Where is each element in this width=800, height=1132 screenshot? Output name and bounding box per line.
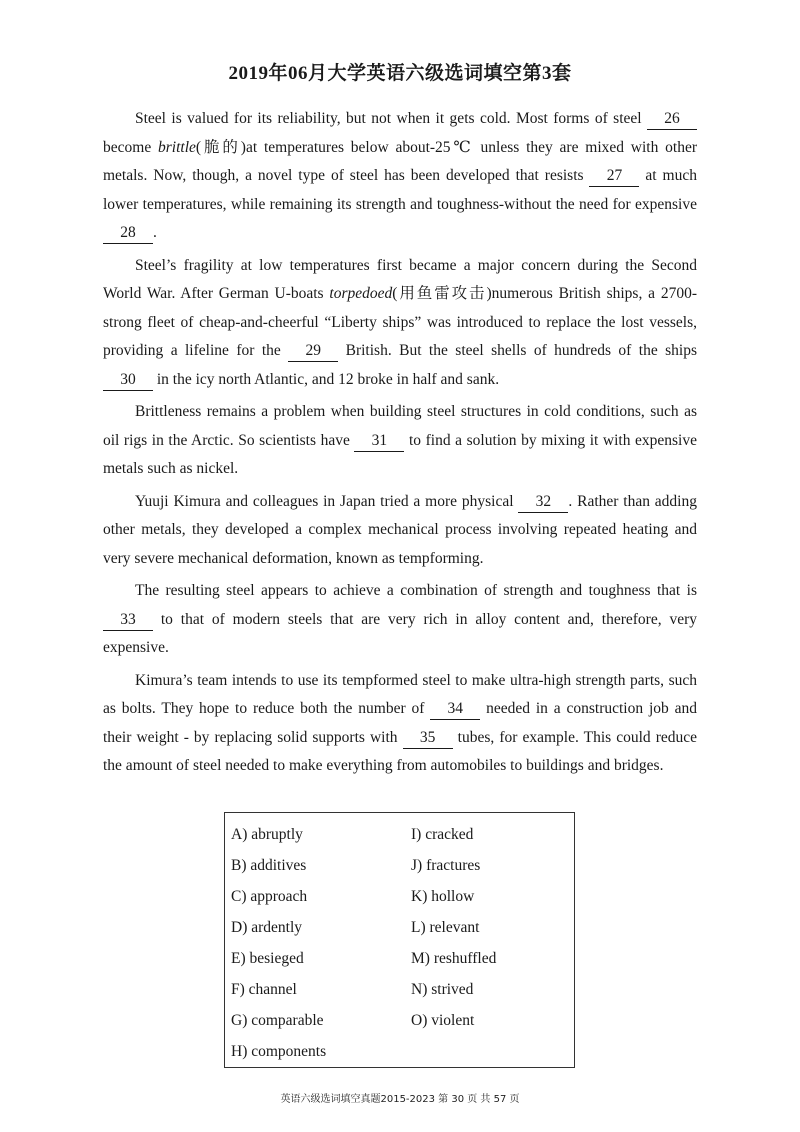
option-a: A) abruptly: [231, 826, 303, 843]
paragraph-3: Brittleness remains a problem when building steel structures in cold conditions, such as oil rigs in the Arctic. So scientists have 31 to find a solution by mixing it with expensive metals such as nickel.: [103, 403, 697, 477]
paragraph-6: Kimura’s team intends to use its tempformed steel to make ultra-high strength parts, such as bolts. They hope to reduce both the number of 34 needed in a construction job and their weight - by replacing solid supports with 35 tubes, for example. This could reduce the amount of steel needed to make everything from automobiles to buildings and bridges.: [103, 671, 698, 774]
paragraph-1: Steel is valued for its reliability, but not when it gets cold. Most forms of steel 26 become brittle(脆的)at temperatures below about-25℃ unless they are mixed with other metals. Now, though, a novel type of steel has been developed that resists 27 at much lower temperatures, while remaining its strength and toughness-without the need for expensive 28 .: [103, 105, 697, 248]
blank-27: 27: [589, 166, 639, 187]
option-f: F) channel: [231, 981, 297, 998]
option-c: C) approach: [231, 888, 308, 905]
page-footer: 英语六级选词填空真题2015-2023 第 30 页 共 57 页: [280, 1094, 520, 1105]
blank-32: 32: [518, 492, 568, 513]
option-l: L) relevant: [411, 919, 480, 936]
passage: [103, 105, 697, 785]
blank-28: 28: [103, 223, 153, 244]
blank-34: 34: [430, 699, 480, 720]
option-g: G) comparable: [231, 1012, 324, 1029]
paragraph-5: The resulting steel appears to achieve a combination of strength and toughness that is 33 to that of modern steels that are very rich in alloy content and, therefore, very expensive.: [103, 582, 697, 656]
blank-29: 29: [288, 341, 338, 362]
option-e: E) besieged: [231, 950, 304, 967]
option-m: M) reshuffled: [411, 950, 497, 967]
blank-35: 35: [403, 728, 453, 749]
option-d: D) ardently: [231, 919, 303, 936]
paragraph-4: Yuuji Kimura and colleagues in Japan tried a more physical 32 . Rather than adding other metals, they developed a complex mechanical process involving repeated heating and very severe mechanical deformation, known as tempforming.: [103, 492, 697, 567]
option-h: H) components: [231, 1043, 327, 1060]
blank-31: 31: [354, 431, 404, 452]
paragraph-2: Steel’s fragility at low temperatures first became a major concern during the Second World War. After German U-boats torpedoed(用鱼雷攻击)numerous British ships, a 2700-strong fleet of cheap-and-cheerful “Liberty ships” was introduced to replace the lost vessels, providing a lifeline for the 29 British. But the steel shells of hundreds of the ships 30 in the icy north Atlantic, and 12 broke in half and sank.: [103, 252, 697, 395]
option-o: O) violent: [411, 1012, 475, 1029]
option-i: I) cracked: [411, 826, 474, 843]
option-k: K) hollow: [411, 888, 475, 905]
blank-33: 33: [103, 610, 153, 631]
word-bank-right-column: [411, 819, 496, 1036]
word-bank: [224, 812, 575, 1068]
option-n: N) strived: [411, 981, 474, 998]
option-b: B) additives: [231, 857, 307, 874]
page-title: 2019年06月大学英语六级选词填空第3套: [228, 63, 572, 84]
blank-30: 30: [103, 370, 153, 391]
word-bank-left-column: [231, 819, 326, 1067]
option-j: J) fractures: [411, 857, 481, 874]
blank-26: 26: [647, 109, 697, 130]
